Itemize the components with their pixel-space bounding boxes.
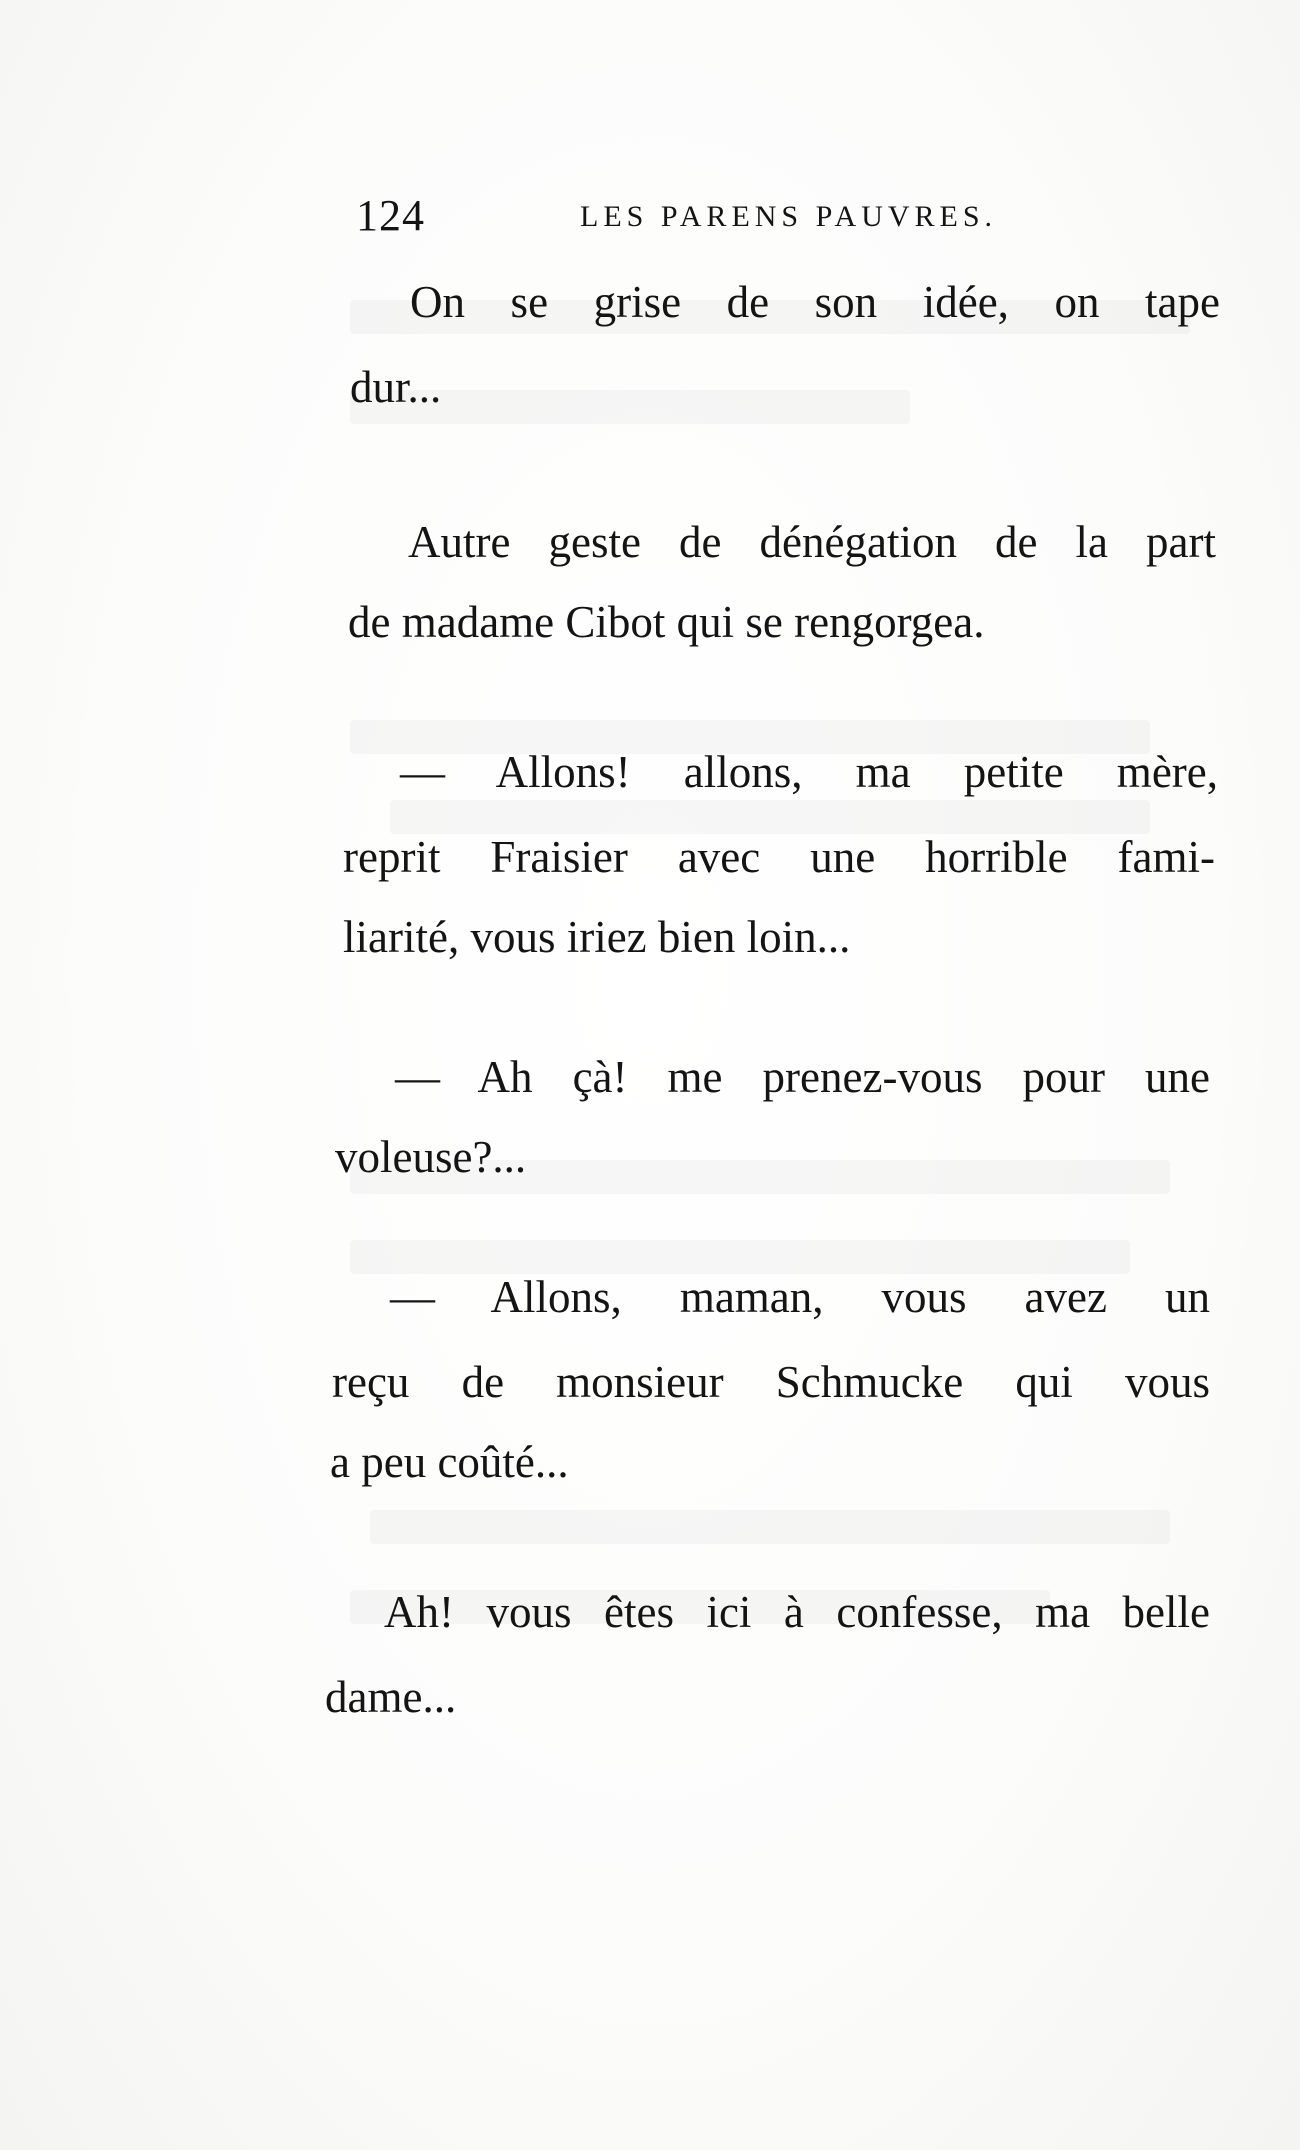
text-line: Autre geste de dénégation de la part [408,517,1216,567]
text-line: On se grise de son idée, on tape [410,277,1220,327]
text-line: a peu coûté... [330,1437,569,1487]
text-line: — Allons, maman, vous avez un [390,1272,1210,1322]
text-line: reçu de monsieur Schmucke qui vous [332,1357,1210,1407]
running-head [350,190,1010,250]
text-line: liarité, vous iriez bien loin... [343,912,851,962]
text-line: de madame Cibot qui se rengorgea. [348,597,985,647]
page-number: 124 [356,191,425,240]
text-line: — Allons! allons, ma petite mère, [400,747,1218,797]
running-title: LES PARENS PAUVRES. [580,200,998,233]
text-line: reprit Fraisier avec une horrible fami- [343,832,1215,882]
text-line: Ah! vous êtes ici à confesse, ma belle [384,1587,1210,1637]
text-line: voleuse?... [335,1132,527,1182]
show-through-shadow [330,240,1210,1740]
text-line: — Ah çà! me prenez-vous pour une [395,1052,1210,1102]
text-line: dur... [350,362,442,412]
text-line: dame... [325,1672,457,1722]
